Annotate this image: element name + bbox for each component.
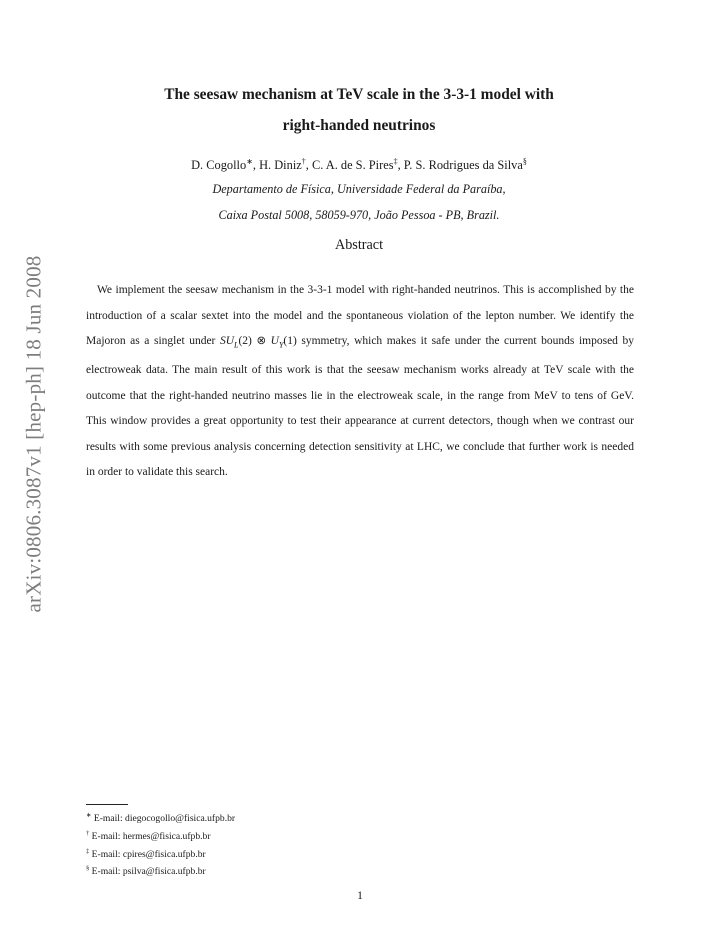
author-separator: ,: [305, 158, 312, 173]
math-u: U: [270, 335, 279, 348]
author-separator: ,: [397, 158, 404, 173]
affiliation-line-2: Caixa Postal 5008, 58059-970, João Pessoa - PB, Brazil.: [218, 208, 500, 222]
paper-title: [86, 79, 632, 141]
footnote-item: [86, 862, 235, 880]
abstract-body: [86, 278, 634, 486]
affiliation-line-1: Departamento de Física, Universidade Federal da Paraíba,: [212, 182, 506, 196]
footnote-item: [86, 827, 235, 845]
footnote-divider: [86, 804, 128, 805]
abstract-text-part-2: symmetry, which makes it safe under the current bounds imposed by electroweak data. The main result of this work is that the seesaw mechanism works already at TeV scale with the outcome that the right-handed neutrino masses lie in the electroweak scale, in the range from MeV to tens of GeV. This window provides a great opportunity to test their appearance at current detectors, though when we contrast our results with some previous analysis concerning detection sensitivity at LHC, we conclude that further work is needed in order to validate this search.: [86, 335, 634, 479]
author-list: [86, 153, 632, 174]
math-su-subscript: L: [234, 340, 239, 350]
footnote-email: E-mail: hermes@fisica.ufpb.br: [91, 830, 211, 842]
author-name: H. Diniz: [259, 158, 302, 173]
author-footnote-mark: †: [301, 157, 306, 166]
footnote-email: E-mail: psilva@fisica.ufpb.br: [91, 866, 206, 878]
footnote-item: [86, 809, 235, 827]
author-footnote-mark: ∗: [246, 157, 253, 166]
footnote-item: [86, 845, 235, 863]
arxiv-identifier-stamp: arXiv:0806.3087v1 [hep-ph] 18 Jun 2008: [21, 255, 46, 613]
footnote-list: [86, 809, 235, 880]
footnote-mark: †: [86, 829, 90, 837]
author-footnote-mark: §: [522, 157, 527, 166]
math-u-argument: (1): [283, 335, 297, 348]
math-u-subscript: Y: [278, 340, 284, 350]
footnote-mark: ∗: [86, 812, 92, 819]
title-line-1: The seesaw mechanism at TeV scale in the 3-3-1 model with: [164, 86, 554, 103]
math-su: SU: [219, 335, 235, 348]
author-name: P. S. Rodrigues da Silva: [403, 158, 523, 173]
footnote-mark: ‡: [86, 847, 90, 855]
author-separator: ,: [252, 158, 260, 173]
page-number: 1: [357, 888, 363, 902]
footnote-email: E-mail: diegocogollo@fisica.ufpb.br: [93, 813, 236, 825]
math-su-argument: (2) ⊗: [238, 335, 271, 348]
footnote-mark: §: [86, 865, 90, 873]
abstract-heading: Abstract: [334, 237, 384, 253]
author-name: C. A. de S. Pires: [311, 158, 394, 173]
abstract-text-part-1: We implement the seesaw mechanism in the 3-3-1 model with right-handed neutrinos. This is accomplished by the introduction of a scalar sextet into the model and the spontaneous violation of the lepton number. We identify the Majoron as a singlet under: [86, 284, 634, 348]
title-line-2: right-handed neutrinos: [282, 117, 436, 134]
symmetry-math-expression: [219, 335, 297, 350]
author-name: D. Cogollo: [191, 158, 247, 173]
author-footnote-mark: ‡: [393, 157, 398, 166]
footnote-email: E-mail: cpires@fisica.ufpb.br: [91, 848, 206, 860]
